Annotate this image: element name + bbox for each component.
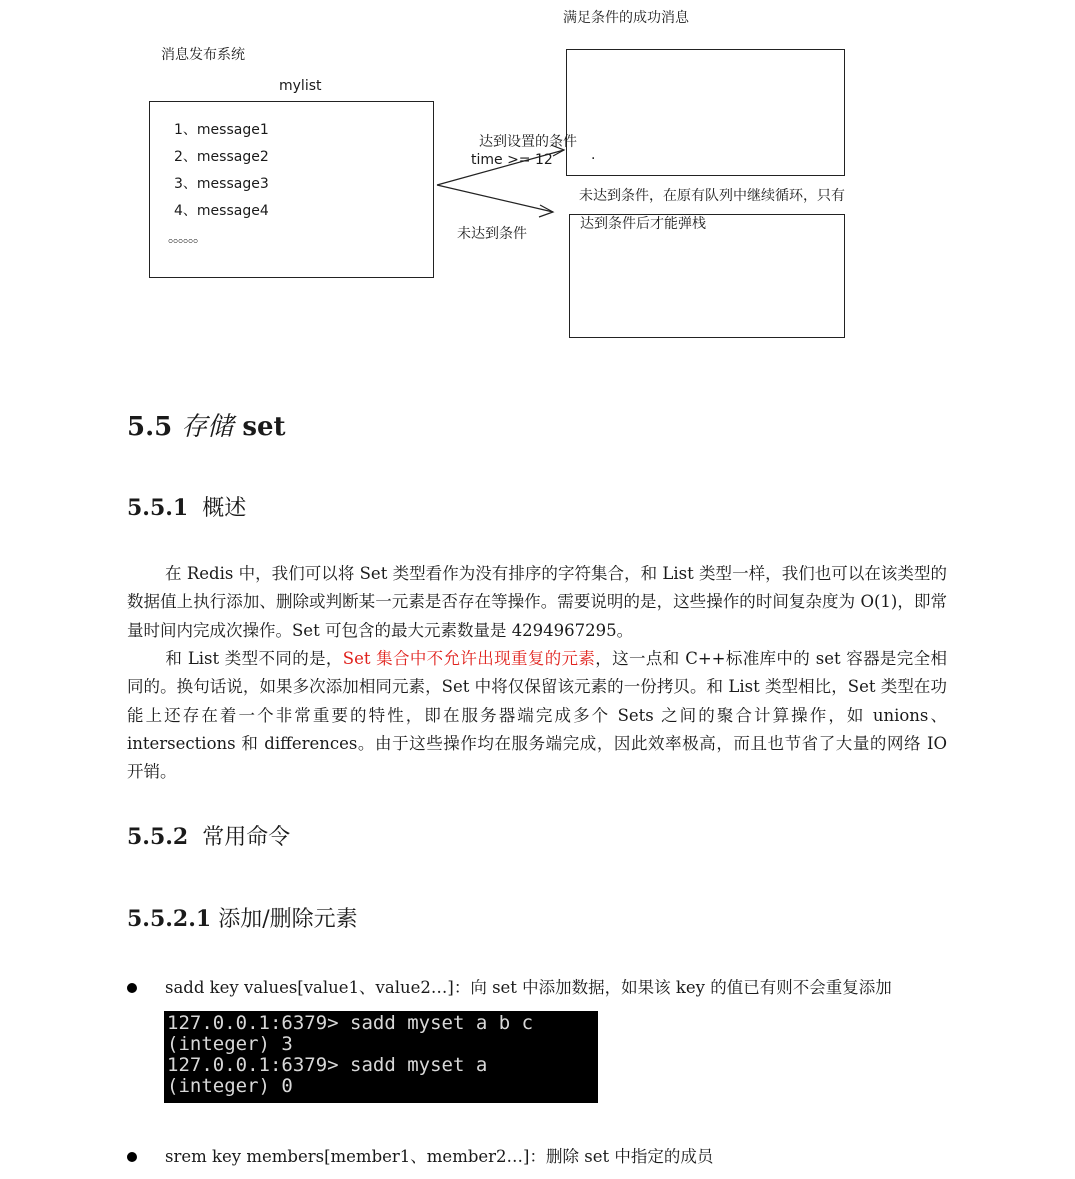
retry-note-line2: 达到条件后才能弹栈 [580, 216, 706, 232]
condition-not-reached-label: 未达到条件 [457, 226, 527, 242]
bullet-text: srem key members[member1、member2…]：删除 set 中指定的成员 [165, 1147, 714, 1166]
section-title-cn: 存储 [181, 412, 234, 442]
condition-expression: time >= 12 [471, 152, 553, 168]
section-heading [127, 410, 286, 444]
bullet-icon [127, 1152, 137, 1162]
terminal-line: (integer) 3 [167, 1033, 293, 1055]
subsection-number: 5.5.1 [127, 495, 189, 521]
terminal-line: 127.0.0.1:6379> sadd myset a [167, 1054, 488, 1076]
list-ellipsis: 。。。。。。 [168, 230, 205, 246]
paragraph-2 [127, 645, 947, 786]
paragraph-1 [127, 560, 947, 645]
paragraph-1-text: 在 Redis 中，我们可以将 Set 类型看作为没有排序的字符集合，和 List 类型一样，我们也可以在该类型的数据值上执行添加、删除或判断某一元素是否存在等操作。需要说明的是，这些操作的时间复杂度为 O(1)，即常量时间内完成次操作。Set 可包含的最大元素数量是 4294967295。 [127, 564, 947, 640]
subsubsection-title: 添加/删除元素 [218, 907, 358, 932]
success-box-dot: · [591, 151, 596, 167]
retry-arrow-head [539, 205, 553, 217]
subsection-title: 常用命令 [202, 825, 291, 850]
subsubsection-number: 5.5.2.1 [127, 906, 212, 932]
paragraph-2-after: ，这一点和 C++标准库中的 set 容器是完全相同的。换句话说，如果多次添加相同元素，Set 中将仅保留该元素的一份拷贝。和 List 类型相比，Set 类型在功能上还存在着一个非常重要的特性，即在服务器端完成多个 Sets 之间的聚合计算操作，如 unions、intersections 和 differences。由于这些操作均在服务端完成，因此效率极高，而且也节省了大量的网络 IO 开销。 [127, 649, 948, 782]
paragraph-2-highlight: Set 集合中不允许出现重复的元素 [342, 649, 596, 668]
subsection-title: 概述 [202, 496, 247, 521]
section-number: 5.5 [127, 412, 173, 442]
section-title-en: set [242, 412, 286, 442]
subsection-heading-overview [127, 493, 246, 524]
retry-arrow-line [437, 185, 553, 212]
subsection-heading-commands [127, 822, 290, 853]
list-item: 1、message1 [174, 122, 269, 138]
terminal-screenshot [164, 1011, 598, 1103]
success-arrow-head [551, 145, 564, 156]
list-item: 2、message2 [174, 149, 269, 165]
success-arrow-line [437, 150, 564, 185]
bullet-text: sadd key values[value1、value2…]：向 set 中添加数据，如果该 key 的值已有则不会重复添加 [165, 978, 892, 997]
condition-reached-label: 达到设置的条件 [479, 134, 577, 150]
system-title: 消息发布系统 [161, 47, 245, 63]
list-item: 4、message4 [174, 203, 269, 219]
list-name: mylist [279, 78, 322, 94]
list-item: 3、message3 [174, 176, 269, 192]
success-message-label: 满足条件的成功消息 [563, 10, 689, 26]
terminal-line: 127.0.0.1:6379> sadd myset a b c [167, 1012, 534, 1034]
retry-note-line1: 未达到条件，在原有队列中继续循环，只有 [579, 188, 845, 204]
subsection-number: 5.5.2 [127, 824, 189, 850]
diagram-arrows [0, 0, 1075, 400]
terminal-line: (integer) 0 [167, 1075, 293, 1097]
paragraph-2-before: 和 List 类型不同的是， [165, 649, 343, 668]
bullet-icon [127, 983, 137, 993]
subsubsection-heading [127, 904, 358, 935]
